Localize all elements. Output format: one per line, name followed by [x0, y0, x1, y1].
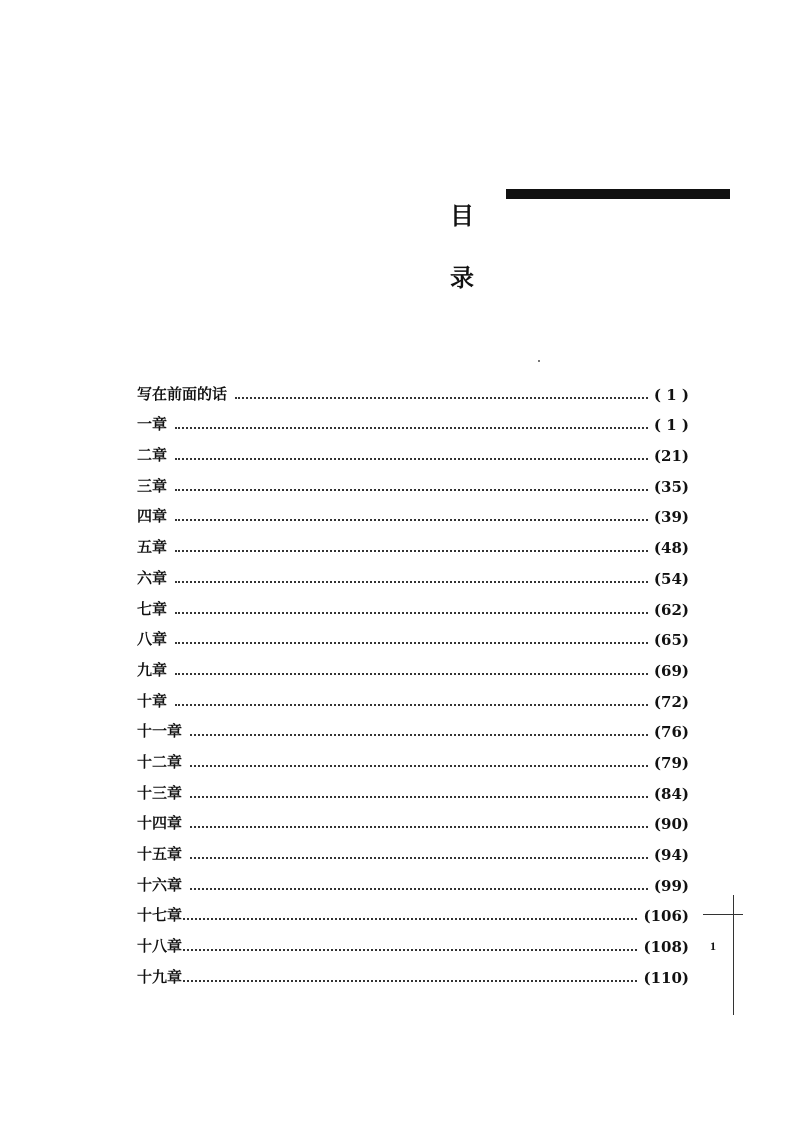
toc-leader-dots: [175, 612, 648, 614]
toc-leader-dots: [190, 765, 648, 767]
toc-entry-page: (39): [653, 508, 689, 527]
toc-entry[interactable]: [137, 496, 689, 527]
toc-entry[interactable]: [137, 864, 689, 895]
toc-leader-dots: [175, 673, 648, 675]
page-number: 1: [710, 939, 716, 953]
toc-leader-dots: [175, 704, 648, 706]
decorative-bar: [506, 189, 730, 199]
toc-entry-title: 十八章: [137, 937, 183, 956]
toc-entry-page: (48): [653, 539, 689, 558]
toc-entry-page: (79): [653, 753, 689, 772]
toc-entry[interactable]: [137, 557, 689, 588]
toc-entry[interactable]: [137, 649, 689, 680]
toc-entry-title: 一章: [137, 415, 168, 434]
toc-entry[interactable]: [137, 373, 689, 404]
toc-leader-dots: [183, 949, 637, 951]
toc-leader-dots: [175, 489, 648, 491]
toc-entry-page: (72): [653, 692, 689, 711]
toc-entry-title: 二章: [137, 446, 168, 465]
toc-entry-title: 七章: [137, 599, 168, 618]
toc-leader-dots: [175, 427, 648, 429]
toc-entry-page: (35): [653, 477, 689, 496]
toc-entry-page: (76): [653, 723, 689, 742]
toc-entry[interactable]: [137, 680, 689, 711]
toc-entry-title: 十一章: [137, 722, 183, 741]
toc-leader-dots: [183, 918, 637, 920]
toc-leader-dots: [175, 581, 648, 583]
toc-entry-title: 十九章: [137, 967, 183, 986]
toc-entry-page: (106): [643, 907, 689, 926]
table-of-contents: [137, 373, 689, 987]
toc-entry-title: 十章: [137, 691, 168, 710]
toc-entry-page: (62): [653, 600, 689, 619]
toc-entry-title: 三章: [137, 476, 168, 495]
toc-leader-dots: [190, 826, 648, 828]
toc-entry[interactable]: [137, 803, 689, 834]
toc-entry-page: ( 1 ): [653, 416, 689, 435]
title-char-2: 录: [450, 264, 474, 292]
toc-entry-title: 十七章: [137, 906, 183, 925]
toc-entry[interactable]: [137, 526, 689, 557]
toc-entry-page: ( 1 ): [653, 385, 689, 404]
toc-entry-title: 十二章: [137, 752, 183, 771]
toc-entry-title: 十六章: [137, 875, 183, 894]
toc-entry[interactable]: [137, 465, 689, 496]
toc-leader-dots: [235, 397, 648, 399]
toc-leader-dots: [190, 888, 648, 890]
toc-entry[interactable]: [137, 833, 689, 864]
toc-leader-dots: [175, 458, 648, 460]
toc-entry-title: 八章: [137, 630, 168, 649]
toc-entry-page: (65): [653, 631, 689, 650]
toc-entry[interactable]: [137, 895, 689, 926]
toc-leader-dots: [183, 980, 637, 982]
toc-leader-dots: [190, 796, 648, 798]
toc-entry-page: (110): [643, 968, 689, 987]
toc-entry-page: (99): [653, 876, 689, 895]
toc-entry-page: (69): [653, 661, 689, 680]
toc-leader-dots: [190, 734, 648, 736]
toc-entry-title: 九章: [137, 660, 168, 679]
toc-entry-page: (94): [653, 846, 689, 864]
toc-entry-page: (21): [653, 447, 689, 466]
toc-entry[interactable]: [137, 711, 689, 742]
toc-entry-title: 十三章: [137, 783, 183, 802]
crop-mark-vertical: [733, 895, 734, 1015]
toc-leader-dots: [175, 519, 648, 521]
toc-entry[interactable]: [137, 956, 689, 987]
toc-entry[interactable]: [137, 619, 689, 650]
toc-entry-page: (90): [653, 815, 689, 834]
toc-leader-dots: [175, 550, 648, 552]
toc-entry[interactable]: [137, 434, 689, 465]
toc-entry-title: 十五章: [137, 845, 183, 863]
toc-leader-dots: [190, 857, 648, 859]
toc-entry[interactable]: [137, 741, 689, 772]
toc-entry[interactable]: [137, 588, 689, 619]
toc-entry-title: 五章: [137, 538, 168, 557]
toc-entry-title: 六章: [137, 568, 168, 587]
toc-entry[interactable]: [137, 404, 689, 435]
toc-entry-page: (108): [643, 938, 689, 957]
toc-entry-title: 四章: [137, 507, 168, 526]
toc-entry-title: 十四章: [137, 814, 183, 833]
toc-entry-page: (54): [653, 569, 689, 588]
toc-entry[interactable]: [137, 925, 689, 956]
crop-mark-horizontal: [703, 914, 743, 915]
scan-speck: [538, 360, 540, 362]
toc-entry-title: 写在前面的话: [137, 384, 228, 403]
toc-leader-dots: [175, 642, 648, 644]
toc-entry-page: (84): [653, 784, 689, 803]
title-char-1: 目: [450, 202, 474, 230]
toc-entry[interactable]: [137, 772, 689, 803]
